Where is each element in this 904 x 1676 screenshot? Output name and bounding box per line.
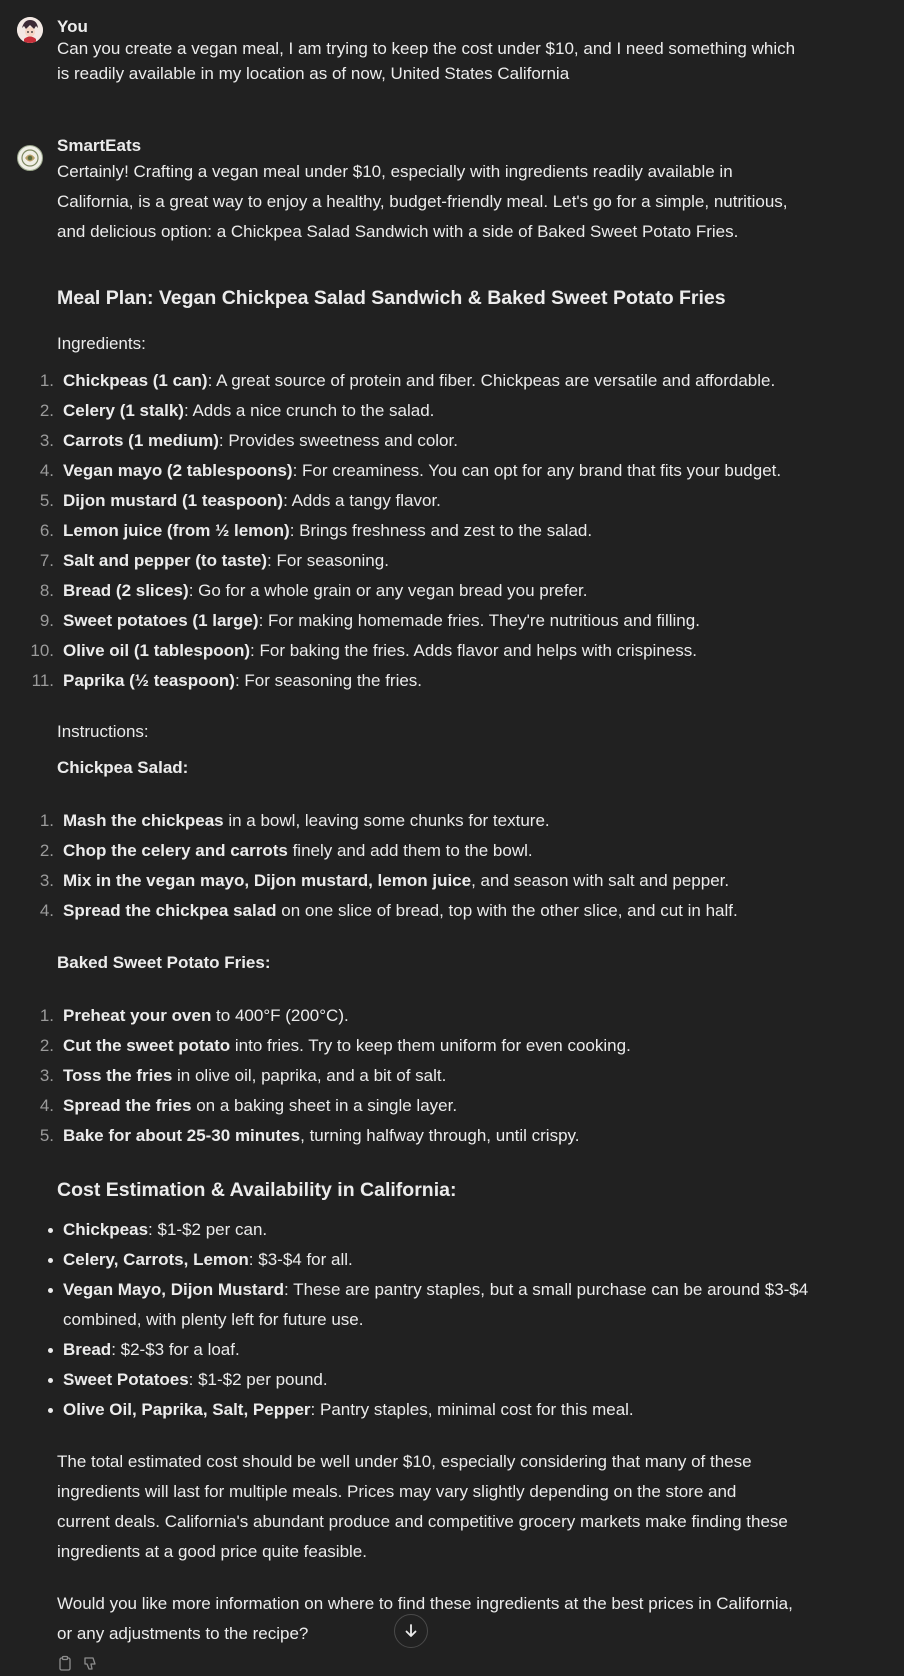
assistant-author: SmartEats bbox=[57, 136, 142, 155]
arrow-down-icon bbox=[403, 1623, 419, 1639]
ingredients-list bbox=[0, 366, 880, 696]
list-item: Bread: $2-$3 for a loaf. bbox=[0, 1335, 880, 1365]
list-item: Vegan Mayo, Dijon Mustard: These are pantry staples, but a small purchase can be around $3-$4 combined, with plenty left for future use. bbox=[0, 1275, 843, 1335]
list-item: 8. Bread (2 slices): Go for a whole grain or any vegan bread you prefer. bbox=[39, 581, 588, 600]
chickpea-salad-heading: Chickpea Salad: bbox=[57, 758, 189, 777]
salad-steps-list bbox=[0, 806, 880, 926]
list-item: 4. Spread the chickpea salad on one slice of bread, top with the other slice, and cut in half. bbox=[39, 901, 738, 920]
list-item: 1. Preheat your oven to 400°F (200°C). bbox=[39, 1006, 349, 1025]
list-item: 3. Carrots (1 medium): Provides sweetness and color. bbox=[39, 431, 458, 450]
thumbs-down-button[interactable] bbox=[83, 1655, 99, 1671]
list-item: 3. Mix in the vegan mayo, Dijon mustard, lemon juice, and season with salt and pepper. bbox=[39, 871, 730, 890]
user-message-text: Can you create a vegan meal, I am trying to keep the cost under $10, and I need something which is readily available in my location as of now, United States California bbox=[57, 39, 796, 83]
meal-plan-heading: Meal Plan: Vegan Chickpea Salad Sandwich & Baked Sweet Potato Fries bbox=[57, 287, 726, 309]
list-item: Celery, Carrots, Lemon: $3-$4 for all. bbox=[0, 1245, 880, 1275]
smarteats-logo-icon bbox=[17, 145, 43, 171]
list-item: 11. Paprika (½ teaspoon): For seasoning the fries. bbox=[31, 671, 423, 690]
thumbs-down-icon bbox=[83, 1655, 99, 1671]
list-item: 4. Spread the fries on a baking sheet in a single layer. bbox=[39, 1096, 458, 1115]
instructions-label: Instructions: bbox=[57, 722, 149, 741]
list-item: 2. Cut the sweet potato into fries. Try to keep them uniform for even cooking. bbox=[39, 1036, 631, 1055]
cost-list bbox=[0, 1215, 880, 1425]
user-avatar bbox=[17, 17, 43, 43]
list-item: 2. Celery (1 stalk): Adds a nice crunch to the salad. bbox=[39, 401, 435, 420]
list-item: 4. Vegan mayo (2 tablespoons): For creaminess. You can opt for any brand that fits your budget. bbox=[39, 461, 782, 480]
closing-question: Would you like more information on where to find these ingredients at the best prices in California, or any adjustments to the recipe? bbox=[57, 1594, 793, 1643]
copy-button[interactable] bbox=[57, 1655, 73, 1671]
fries-steps-list bbox=[0, 1001, 880, 1151]
list-item: 2. Chop the celery and carrots finely and add them to the bowl. bbox=[39, 841, 533, 860]
assistant-intro: Certainly! Crafting a vegan meal under $10, especially with ingredients readily available in California, is a great way to enjoy a healthy, budget-friendly meal. Let's go for a simple, nutritious, and delicious option: a Chickpea Salad Sandwich with a side of Baked Sweet Potato Fries. bbox=[57, 162, 788, 241]
message-actions bbox=[57, 1655, 99, 1671]
list-item: 6. Lemon juice (from ½ lemon): Brings freshness and zest to the salad. bbox=[39, 521, 593, 540]
list-item: 1. Mash the chickpeas in a bowl, leaving some chunks for texture. bbox=[39, 811, 550, 830]
user-author: You bbox=[57, 17, 88, 36]
list-item: 10. Olive oil (1 tablespoon): For baking the fries. Adds flavor and helps with crispiness. bbox=[30, 641, 697, 660]
list-item: Olive Oil, Paprika, Salt, Pepper: Pantry staples, minimal cost for this meal. bbox=[0, 1395, 880, 1425]
list-item: Chickpeas: $1-$2 per can. bbox=[0, 1215, 880, 1245]
list-item: 7. Salt and pepper (to taste): For seasoning. bbox=[39, 551, 389, 570]
cost-heading: Cost Estimation & Availability in California: bbox=[57, 1179, 457, 1201]
ingredients-label: Ingredients: bbox=[57, 334, 146, 353]
fries-heading: Baked Sweet Potato Fries: bbox=[57, 953, 271, 972]
list-item: 9. Sweet potatoes (1 large): For making homemade fries. They're nutritious and filling. bbox=[39, 611, 700, 630]
clipboard-icon bbox=[57, 1655, 73, 1671]
list-item: 1. Chickpeas (1 can): A great source of protein and fiber. Chickpeas are versatile and affordable. bbox=[39, 371, 776, 390]
list-item: 5. Bake for about 25-30 minutes, turning halfway through, until crispy. bbox=[39, 1126, 580, 1145]
list-item: Sweet Potatoes: $1-$2 per pound. bbox=[0, 1365, 880, 1395]
scroll-down-button[interactable] bbox=[394, 1614, 428, 1648]
list-item: 5. Dijon mustard (1 teaspoon): Adds a tangy flavor. bbox=[39, 491, 441, 510]
list-item: 3. Toss the fries in olive oil, paprika, and a bit of salt. bbox=[39, 1066, 447, 1085]
cost-summary: The total estimated cost should be well under $10, especially considering that many of these ingredients will last for multiple meals. Prices may vary slightly depending on the store and current deals. California's abundant produce and competitive grocery markets make finding these ingredients at a good price quite feasible. bbox=[57, 1452, 788, 1561]
